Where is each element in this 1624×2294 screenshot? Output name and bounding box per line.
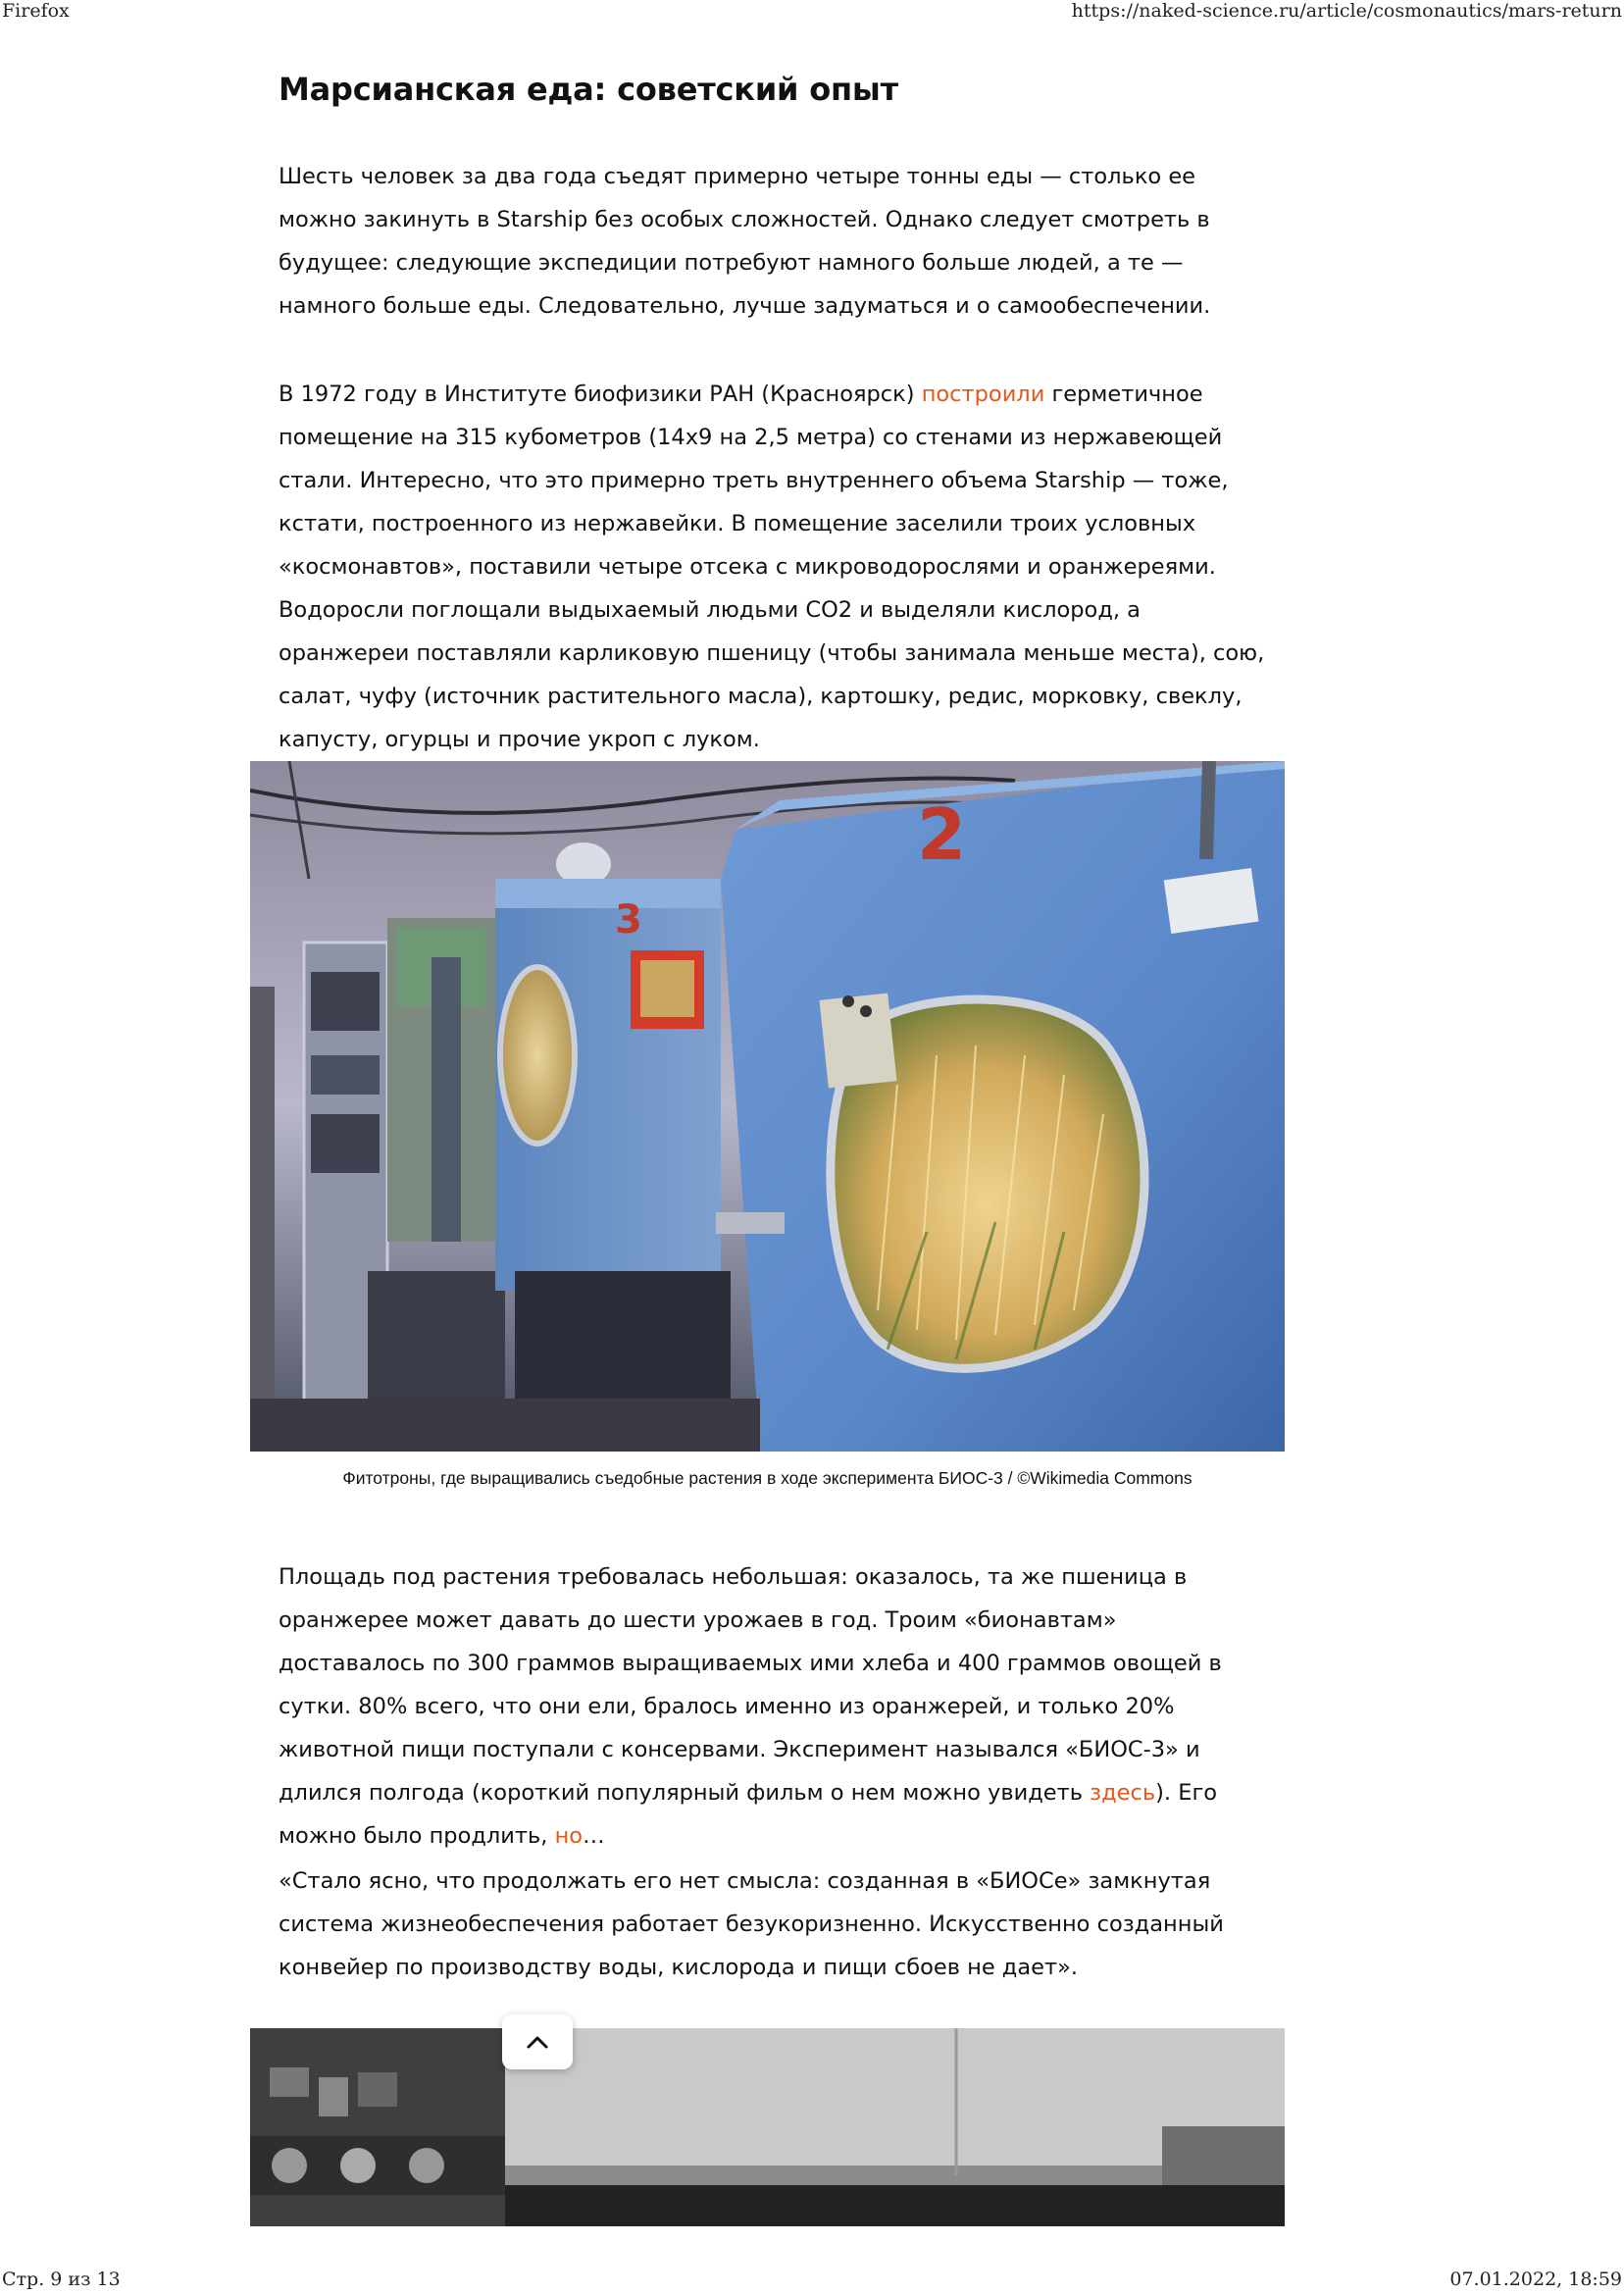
link-built[interactable]: построили bbox=[921, 382, 1045, 407]
chamber-2-number: 2 bbox=[917, 793, 967, 876]
paragraph-3-text-start: Площадь под растения требовалась небольшая: оказалось, та же пшеница в оранжерее может давать до шести урожаев в год. Троим «бионавтам» доставалось по 300 граммов выращиваемых ими хлеба и 400 граммов овощей в сутки. 80% всего, что они ели, бралось именно из оранжерей, и только 20% животной пищи поступали с консервами. Эксперимент назывался «БИОС-3» и длился полгода (короткий популярный фильм о нем можно увидеть bbox=[279, 1564, 1222, 1806]
paragraph-2-text-start: В 1972 году в Институте биофизики РАН (Красноярск) bbox=[279, 382, 922, 407]
paragraph-3-text-end: … bbox=[583, 1823, 605, 1849]
figure-caption: Фитотроны, где выращивались съедобные растения в ходе эксперимента БИОС-3 / ©Wikimedia Commons bbox=[342, 1468, 1193, 1488]
link-film-here[interactable]: здесь bbox=[1090, 1780, 1156, 1806]
print-footer-datetime: 07.01.2022, 18:59 bbox=[1449, 2269, 1622, 2290]
paragraph-3-text-middle: ). Его можно было продлить, bbox=[279, 1780, 1218, 1849]
paragraph-3 bbox=[279, 1555, 1269, 1858]
link-but[interactable]: но bbox=[554, 1823, 584, 1849]
paragraph-2 bbox=[279, 373, 1269, 761]
paragraph-2-text-end: герметичное помещение на 315 кубометров (14x9 на 2,5 метра) со стенами из нержавеющей стали. Интересно, что это примерно треть внутреннего объема Starship — тоже, кстати, построенного из нержавейки. В помещение заселили троих условных «космонавтов», поставили четыре отсека с микроводорослями и оранжереями. Водоросли поглощали выдыхаемый людьми CO2 и выделяли кислород, а оранжереи поставляли карликовую пшеницу (чтобы занимала меньше места), сою, салат, чуфу (источник растительного масла), картошку, редис, морковку, свеклу, капусту, огурцы и прочие укроп с луком. bbox=[279, 382, 1265, 752]
print-footer-page: Стр. 9 из 13 bbox=[2, 2269, 121, 2290]
chamber-3-number: 3 bbox=[615, 897, 642, 943]
section-heading: Марсианская еда: советский опыт bbox=[279, 71, 898, 108]
quote-paragraph: «Стало ясно, что продолжать его нет смысла: созданная в «БИОСе» замкнутая система жизнеобеспечения работает безукоризненно. Искусственно созданный конвейер по производству воды, кислорода и пищи сбоев не дает». bbox=[279, 1868, 1224, 1980]
scroll-to-top-button[interactable] bbox=[502, 2014, 573, 2069]
chevron-up-icon bbox=[527, 2035, 548, 2049]
second-photo-illustration bbox=[250, 2028, 1285, 2226]
phytotron-photo bbox=[250, 761, 1285, 1452]
second-photo bbox=[250, 2028, 1285, 2226]
print-header-url: https://naked-science.ru/article/cosmonautics/mars-return bbox=[1071, 0, 1622, 22]
phytotron-photo-illustration bbox=[250, 761, 1285, 1452]
print-header-browser: Firefox bbox=[2, 0, 70, 22]
paragraph-1: Шесть человек за два года съедят примерно четыре тонны еды — столько ее можно закинуть в Starship без особых сложностей. Однако следует смотреть в будущее: следующие экспедиции потребуют намного больше людей, а те — намного больше еды. Следовательно, лучше задуматься и о самообеспечении. bbox=[279, 164, 1211, 319]
